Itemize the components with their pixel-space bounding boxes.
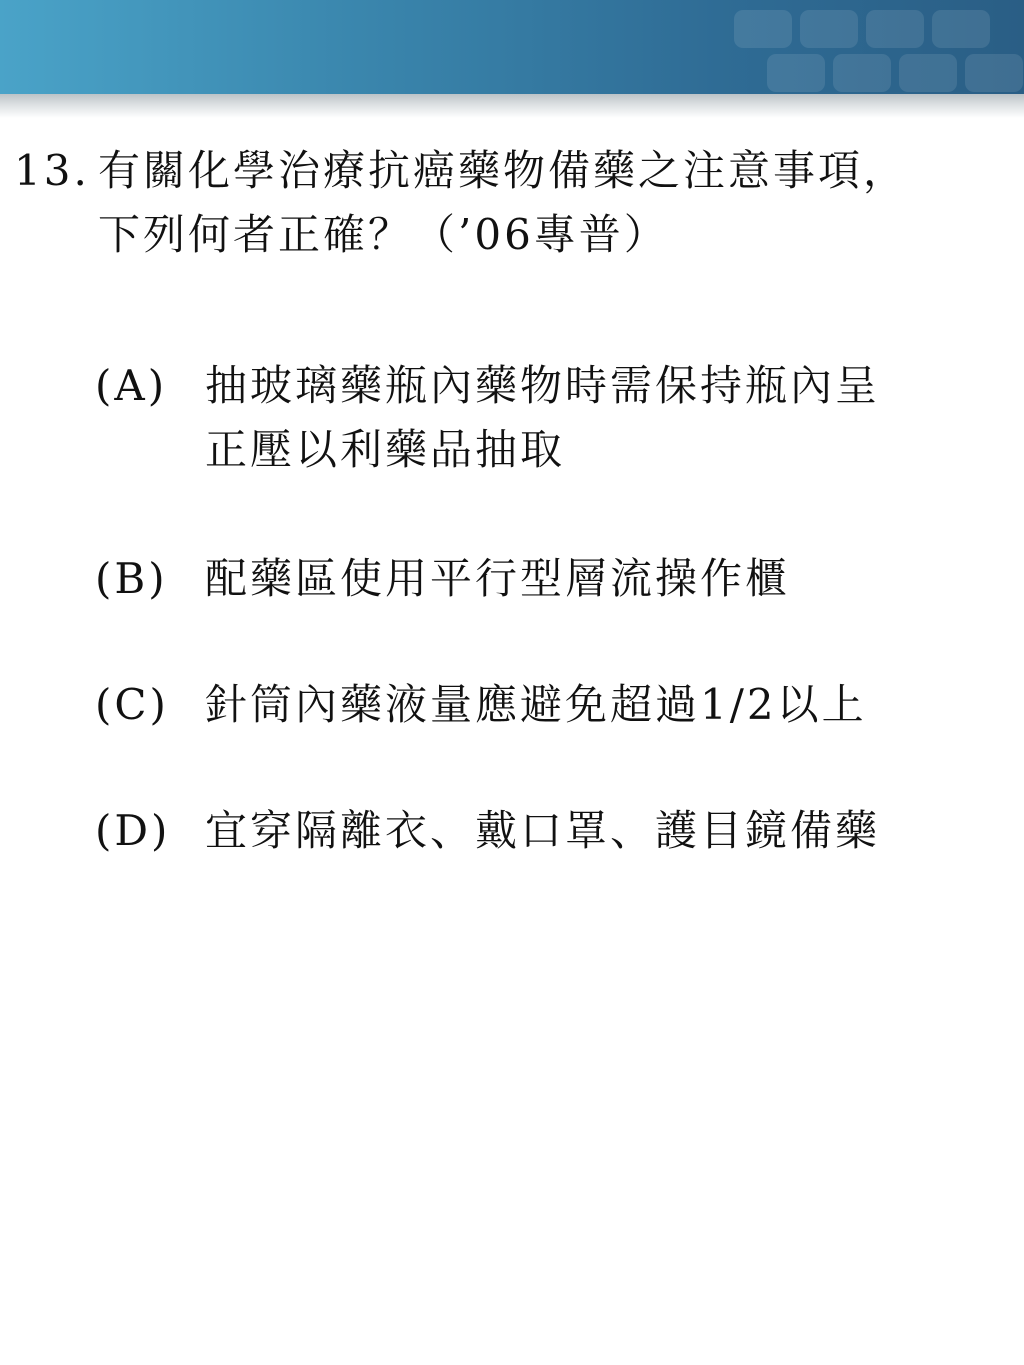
option-c-label: (C) <box>95 680 169 729</box>
option-a-text-line-2: 正壓以利藥品抽取 <box>205 425 566 474</box>
header-divider <box>0 94 1024 118</box>
option-d-text: 宜穿隔離衣、戴口罩、護目鏡備藥 <box>205 806 881 855</box>
option-a-label: (A) <box>95 361 168 410</box>
option-a-text-line-1: 抽玻璃藥瓶內藥物時需保持瓶內呈 <box>205 361 881 410</box>
option-b-text: 配藥區使用平行型層流操作櫃 <box>205 554 791 603</box>
option-d-label: (D) <box>95 806 171 855</box>
question-number: 13. <box>14 146 90 195</box>
question-text-line-2: 下列何者正確？（’06專普） <box>98 210 669 259</box>
header-tile-pattern <box>724 0 1024 94</box>
option-c-text: 針筒內藥液量應避免超過1/2以上 <box>205 680 867 729</box>
header-band <box>0 0 1024 94</box>
question-text-line-1: 有關化學治療抗癌藥物備藥之注意事項， <box>98 146 909 195</box>
option-b-label: (B) <box>95 554 168 603</box>
